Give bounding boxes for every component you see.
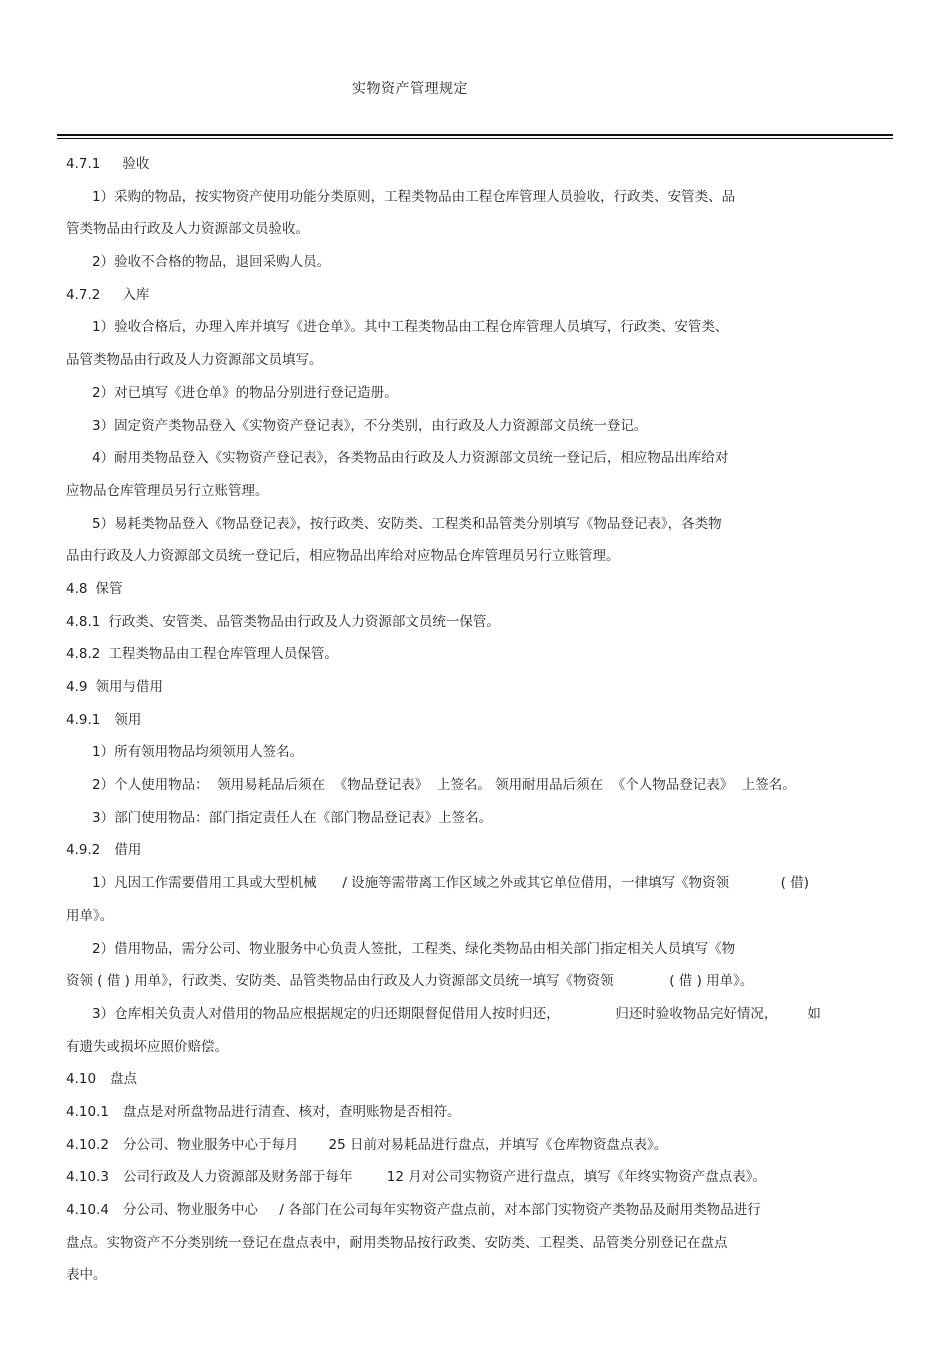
section-item-4-10-4 [66,1198,884,1231]
paragraph-line: 资领 ( 借 ) 用单》，行政类、安防类、品管类物品由行政及人力资源部文员统一填写《物资领 ( 借 ) 用单》。 [66,973,754,990]
paragraph-line: 2）个人使用物品： 领用易耗品后须在 《物品登记表》 上签名。 领用耐用品后须在 《个人物品登记表》 上签名。 [92,777,796,794]
section-heading-4-8 [66,577,884,610]
section-text: 盘点是对所盘物品进行清查、核对，查明账物是否相符。 [122,1103,461,1120]
paragraph-line: 应物品仓库管理员另行立账管理。 [66,482,269,499]
paragraph-line: 1）凡因工作需要借用工具或大型机械 / 设施等需带离工作区域之外或其它单位借用，一律填写《物资领 ( 借) [92,875,809,892]
paragraph-line: 3）部门使用物品：部门指定责任人在《部门物品登记表》上签名。 [92,809,493,826]
section-heading-4-7-1 [66,152,884,185]
section-item-4-10-1 [66,1100,884,1133]
paragraph-line: 表中。 [66,1267,107,1284]
paragraph-line: 3）固定资产类物品登入《实物资产登记表》，不分类别，由行政及人力资源部文员统一登记。 [92,417,648,434]
section-number: 4.10.4 [66,1202,109,1218]
section-number: 4.9 [66,679,88,695]
section-number: 4.7.2 [66,286,101,303]
section-heading-4-10 [66,1067,884,1100]
paragraph-line: 管类物品由行政及人力资源部文员验收。 [66,221,309,238]
section-item-4-8-2 [66,642,884,675]
section-item-4-10-3 [66,1165,884,1198]
section-number: 4.10.2 [66,1136,109,1153]
section-title: 领用与借用 [95,679,163,695]
section-text: 行政类、安管类、品管类物品由行政及人力资源部文员统一保管。 [108,613,500,630]
section-title: 借用 [114,842,142,859]
paragraph-line: 2）对已填写《进仓单》的物品分别进行登记造册。 [92,384,398,401]
paragraph-line: 用单》。 [66,907,114,924]
paragraph-line: 品管类物品由行政及人力资源部文员填写。 [66,352,323,369]
section-title: 验收 [122,156,150,172]
section-heading-4-7-2 [66,283,884,316]
section-title: 保管 [95,580,123,597]
paragraph-line: 1）采购的物品，按实物资产使用功能分类原则，工程类物品由工程仓库管理人员验收，行政类、安管类、品 [92,188,736,205]
paragraph-line: 有遗失或损坏应照价赔偿。 [66,1038,228,1055]
section-number: 4.7.1 [66,156,101,172]
section-title: 入库 [122,286,150,303]
document-body [66,152,884,1296]
section-number: 4.10.1 [66,1103,109,1120]
section-number: 4.10.3 [66,1169,109,1186]
section-number: 4.8.2 [66,646,101,663]
section-heading-4-9 [66,675,884,708]
paragraph-line: 3）仓库相关负责人对借用的物品应根据规定的归还期限督促借用人按时归还， 归还时验收物品完好情况， 如 [92,1005,821,1022]
section-number: 4.8 [66,580,88,597]
section-title: 领用 [114,711,142,728]
paragraph-line: 1）所有领用物品均须领用人签名。 [92,744,304,761]
paragraph-line: 2）借用物品，需分公司、物业服务中心负责人签批，工程类、绿化类物品由相关部门指定相关人员填写《物 [92,940,736,957]
paragraph-line: 2）验收不合格的物品，退回采购人员。 [92,254,331,271]
section-number: 4.10 [66,1071,97,1088]
section-heading-4-9-2 [66,838,884,871]
section-heading-4-9-1 [66,708,884,741]
header-rule-thick [57,134,893,136]
section-item-4-10-2 [66,1133,884,1166]
document-header-title: 实物资产管理规定 [352,81,468,97]
paragraph-line: 1）验收合格后，办理入库并填写《进仓单》。其中工程类物品由工程仓库管理人员填写，行政类、安管类、 [92,319,729,336]
section-text: 公司行政及人力资源部及财务部于每年 12 月对公司实物资产进行盘点，填写《年终实物资产盘点表》。 [122,1169,767,1186]
section-title: 盘点 [110,1071,138,1088]
section-number: 4.9.2 [66,842,101,859]
section-number: 4.8.1 [66,613,101,630]
header-rule-thin [57,138,893,139]
paragraph-line: 品由行政及人力资源部文员统一登记后，相应物品出库给对应物品仓库管理员另行立账管理。 [66,548,620,565]
section-text: 分公司、物业服务中心于每月 25 日前对易耗品进行盘点，并填写《仓库物资盘点表》。 [122,1136,668,1153]
paragraph-line: 4）耐用类物品登入《实物资产登记表》，各类物品由行政及人力资源部文员统一登记后，相应物品出库给对 [92,450,729,467]
paragraph-line: 盘点。实物资产不分类别统一登记在盘点表中，耐用类物品按行政类、安防类、工程类、品管类分别登记在盘点 [66,1234,728,1251]
paragraph-line: 5）易耗类物品登入《物品登记表》，按行政类、安防类、工程类和品管类分别填写《物品登记表》，各类物 [92,515,722,532]
section-number: 4.9.1 [66,711,101,728]
section-text: 分公司、物业服务中心 / 各部门在公司每年实物资产盘点前，对本部门实物资产类物品及耐用类物品进行 [122,1202,761,1218]
section-text: 工程类物品由工程仓库管理人员保管。 [108,646,338,663]
section-item-4-8-1 [66,610,884,643]
